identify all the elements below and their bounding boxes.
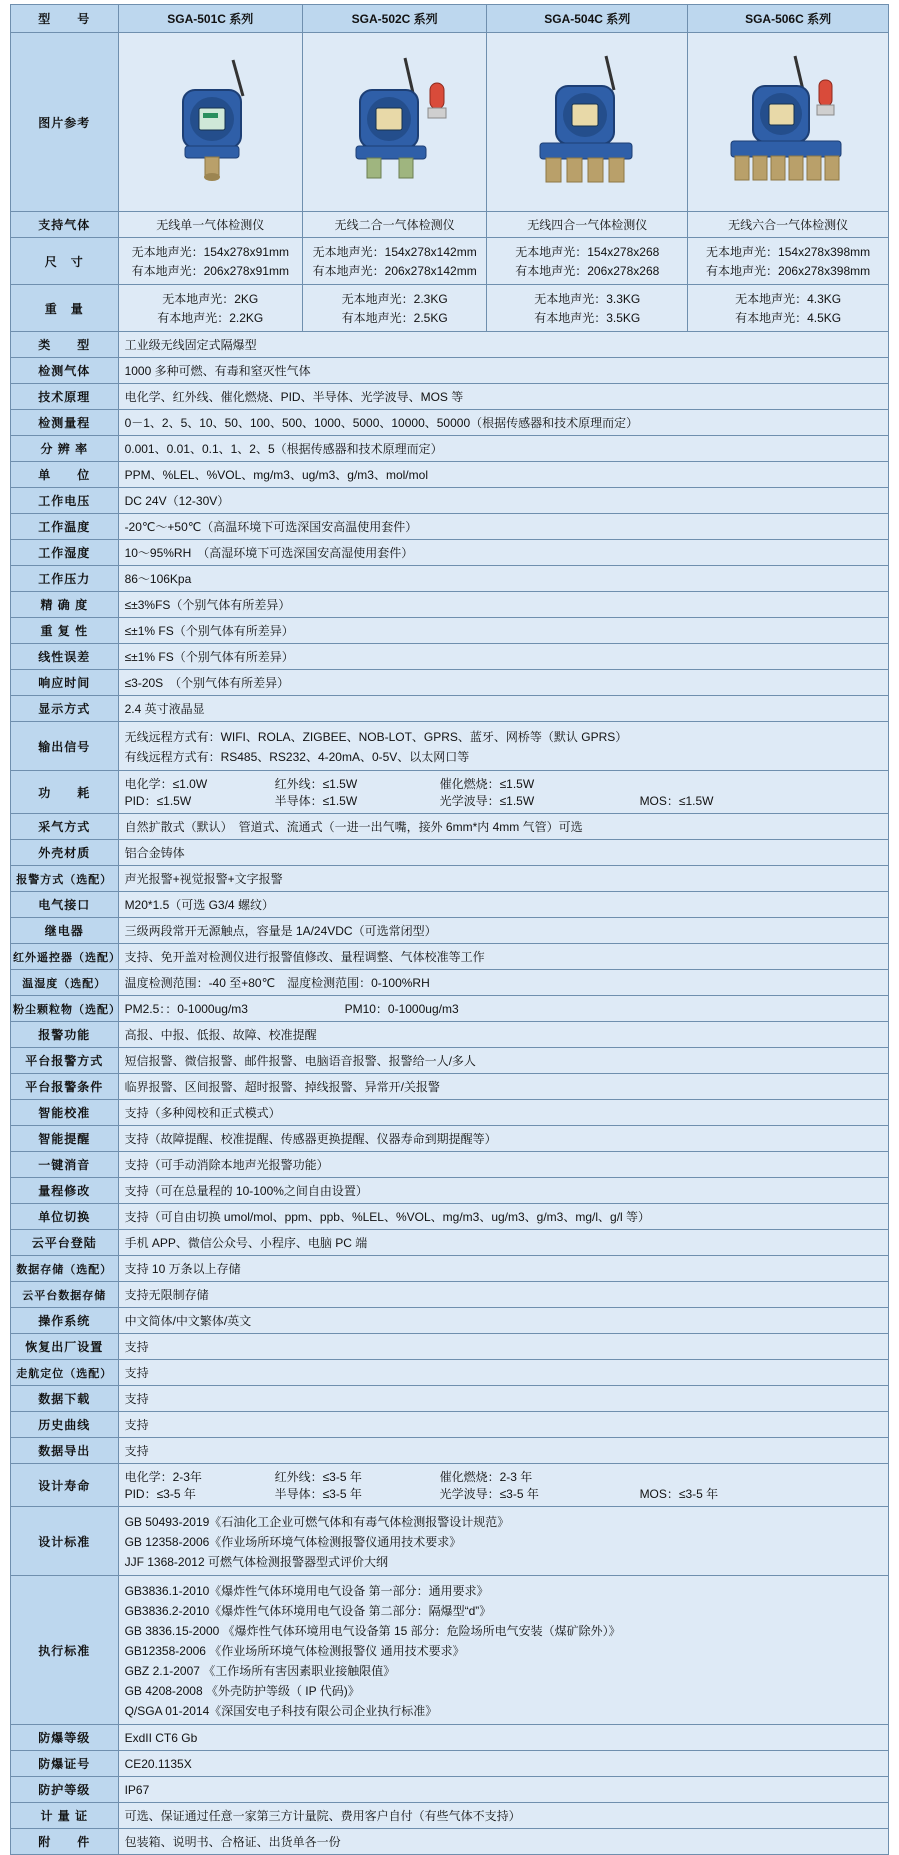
lifespan-electrochemical: 电化学：2-3年 [124, 1470, 202, 1484]
power-catalytic: 催化燃烧：≤1.5W [439, 777, 535, 791]
row-label: 电气接口 [11, 892, 119, 918]
table-row-spec [11, 644, 889, 670]
model-501c: SGA-501C 系列 [118, 5, 302, 33]
weight-506c [688, 285, 889, 332]
table-row-spec [11, 1230, 889, 1256]
row-label: 采气方式 [11, 814, 119, 840]
table-row-spec [11, 618, 889, 644]
row-value: -20℃～+50℃（高温环境下可选深国安高温使用套件） [118, 514, 888, 540]
row-value: 支持（多种阅校和正式模式） [118, 1100, 888, 1126]
row-label: 单 位 [11, 462, 119, 488]
row-value: 短信报警、微信报警、邮件报警、电脑语音报警、报警给一人/多人 [118, 1048, 888, 1074]
row-label: 量程修改 [11, 1178, 119, 1204]
row-value: 包装箱、说明书、合格证、出货单各一份 [118, 1829, 888, 1855]
table-row-design-standard [11, 1507, 889, 1576]
row-label: 检测气体 [11, 358, 119, 384]
row-value: 1000 多种可燃、有毒和窒灭性气体 [118, 358, 888, 384]
table-row-image [11, 33, 889, 212]
design-standard-line: GB 50493-2019《石油化工企业可燃气体和有毒气体检测报警设计规范》 [124, 1514, 510, 1529]
design-standard-line: GB 12358-2006《作业场所环境气体检测报警仪通用技术要求》 [124, 1534, 462, 1549]
row-value: 0.001、0.01、0.1、1、2、5（根据传感器和技术原理而定） [118, 436, 888, 462]
table-row-spec [11, 1412, 889, 1438]
row-value: 三级两段常开无源触点，容量是 1A/24VDC（可选常闭型） [118, 918, 888, 944]
table-row-dust [11, 996, 889, 1022]
row-value: 支持（可手动消除本地声光报警功能） [118, 1152, 888, 1178]
power-pid: PID：≤1.5W [124, 794, 192, 808]
row-label-model: 型 号 [11, 5, 119, 33]
row-label: 单位切换 [11, 1204, 119, 1230]
table-row-power [11, 771, 889, 814]
table-row-lifespan [11, 1464, 889, 1507]
row-label: 附 件 [11, 1829, 119, 1855]
row-label: 工作压力 [11, 566, 119, 592]
lifespan-catalytic: 催化燃烧：2-3 年 [439, 1470, 533, 1484]
row-label-support-gas: 支持气体 [11, 212, 119, 238]
table-row-spec [11, 410, 889, 436]
row-label: 恢复出厂设置 [11, 1334, 119, 1360]
row-label: 工作电压 [11, 488, 119, 514]
size-504c-a: 无本地声光：154x278x268 [515, 245, 660, 259]
exec-standard-line: GB3836.1-2010《爆炸性气体环境用电气设备 第一部分：通用要求》 [124, 1583, 489, 1598]
device-image-504c [487, 33, 688, 212]
size-502c-a: 无本地声光：154x278x142mm [312, 245, 477, 259]
size-506c [688, 238, 889, 285]
table-row-output-signal [11, 722, 889, 771]
table-row-spec [11, 1022, 889, 1048]
size-504c-b: 有本地声光：206x278x268 [515, 264, 660, 278]
lifespan-row-1 [125, 1468, 882, 1485]
row-label: 计 量 证 [11, 1803, 119, 1829]
row-label: 工作湿度 [11, 540, 119, 566]
row-value: 手机 APP、微信公众号、小程序、电脑 PC 端 [118, 1230, 888, 1256]
row-label: 云平台登陆 [11, 1230, 119, 1256]
table-row-spec [11, 358, 889, 384]
row-label: 分 辨 率 [11, 436, 119, 462]
table-row-spec [11, 1178, 889, 1204]
row-value: 中文简体/中文繁体/英文 [118, 1308, 888, 1334]
row-label: 一键消音 [11, 1152, 119, 1178]
row-value: PPM、%LEL、%VOL、mg/m3、ug/m3、g/m3、mol/mol [118, 462, 888, 488]
row-label: 重 复 性 [11, 618, 119, 644]
row-value: 0－1、2、5、10、50、100、500、1000、5000、10000、50000（根据传感器和技术原理而定） [118, 410, 888, 436]
row-label: 线性误差 [11, 644, 119, 670]
weight-501c-b: 有本地声光：2.2KG [157, 311, 264, 325]
row-label: 报警功能 [11, 1022, 119, 1048]
row-value: 支持 [118, 1412, 888, 1438]
row-value: M20*1.5（可选 G3/4 螺纹） [118, 892, 888, 918]
row-value: ≤±1% FS（个别气体有所差异） [118, 618, 888, 644]
size-506c-b: 有本地声光：206x278x398mm [706, 264, 871, 278]
table-row-spec [11, 1803, 889, 1829]
row-value: ExdII CT6 Gb [118, 1725, 888, 1751]
weight-504c-b: 有本地声光：3.5KG [534, 311, 641, 325]
design-standard-value [118, 1507, 888, 1576]
row-label: 智能校准 [11, 1100, 119, 1126]
power-row-1 [125, 775, 882, 792]
row-value: 2.4 英寸液晶显 [118, 696, 888, 722]
table-row-spec [11, 1126, 889, 1152]
support-gas-506c: 无线六合一气体检测仪 [688, 212, 889, 238]
device-image-506c [688, 33, 889, 212]
table-row-support-gas [11, 212, 889, 238]
row-label: 数据下载 [11, 1386, 119, 1412]
output-signal-wired: 有线远程方式有：RS485、RS232、4-20mA、0-5V、以太网口等 [124, 749, 470, 764]
row-value: 支持无限制存储 [118, 1282, 888, 1308]
lifespan-infrared: 红外线：≤3-5 年 [274, 1470, 362, 1484]
row-label-design-standard: 设计标准 [11, 1507, 119, 1576]
row-value: 支持、免开盖对检测仪进行报警值修改、量程调整、气体校准等工作 [118, 944, 888, 970]
table-row-spec [11, 1048, 889, 1074]
row-value: 支持 [118, 1360, 888, 1386]
support-gas-502c: 无线二合一气体检测仪 [302, 212, 486, 238]
row-label-dust: 粉尘颗粒物（选配） [11, 996, 119, 1022]
gas-detector-icon-6 [695, 38, 881, 203]
power-infrared: 红外线：≤1.5W [274, 777, 358, 791]
table-row-weight [11, 285, 889, 332]
row-label: 数据存储（选配） [11, 1256, 119, 1282]
table-row-spec [11, 944, 889, 970]
table-row-spec [11, 540, 889, 566]
table-row-spec [11, 814, 889, 840]
row-value: 可选、保证通过任意一家第三方计量院、费用客户自付（有些气体不支持） [118, 1803, 888, 1829]
row-label: 红外遥控器（选配） [11, 944, 119, 970]
exec-standard-line: GB 3836.15-2000 《爆炸性气体环境用电气设备第 15 部分：危险场所电气安装（煤矿除外）》 [124, 1623, 621, 1638]
row-value: DC 24V（12-30V） [118, 488, 888, 514]
row-label-weight: 重 量 [11, 285, 119, 332]
table-row-spec [11, 1386, 889, 1412]
row-label-image: 图片参考 [11, 33, 119, 212]
table-row-spec [11, 970, 889, 996]
row-label-output-signal: 输出信号 [11, 722, 119, 771]
model-502c: SGA-502C 系列 [302, 5, 486, 33]
lifespan-pid: PID：≤3-5 年 [124, 1487, 196, 1501]
row-label: 响应时间 [11, 670, 119, 696]
table-row-spec [11, 1308, 889, 1334]
weight-501c [118, 285, 302, 332]
size-501c [118, 238, 302, 285]
output-signal-value [118, 722, 888, 771]
gas-detector-icon-1 [125, 38, 295, 203]
table-row-spec [11, 592, 889, 618]
row-value: 工业级无线固定式隔爆型 [118, 332, 888, 358]
spec-sheet [0, 4, 899, 1855]
size-502c [302, 238, 486, 285]
gas-detector-icon-4 [494, 38, 680, 203]
spec-table [10, 4, 889, 1855]
size-504c [487, 238, 688, 285]
power-semiconductor: 半导体：≤1.5W [274, 794, 358, 808]
row-value: 自然扩散式（默认） 管道式、流通式（一进一出气嘴，接外 6mm*内 4mm 气管）可选 [118, 814, 888, 840]
table-row-spec [11, 1204, 889, 1230]
lifespan-optical: 光学波导：≤3-5 年 [439, 1487, 539, 1501]
row-value: 高报、中报、低报、故障、校准提醒 [118, 1022, 888, 1048]
table-row-spec [11, 840, 889, 866]
row-value: 支持 [118, 1438, 888, 1464]
row-value: CE20.1135X [118, 1751, 888, 1777]
table-row-spec [11, 488, 889, 514]
row-value: 支持（可在总量程的 10-100%之间自由设置） [118, 1178, 888, 1204]
design-standard-line: JJF 1368-2012 可燃气体检测报警器型式评价大纲 [124, 1554, 388, 1569]
table-row-spec [11, 1829, 889, 1855]
device-image-501c [118, 33, 302, 212]
table-row-spec [11, 436, 889, 462]
row-label: 显示方式 [11, 696, 119, 722]
row-value: 支持（可自由切换 umol/mol、ppm、ppb、%LEL、%VOL、mg/m3、ug/m3、g/m3、mg/l、g/l 等） [118, 1204, 888, 1230]
row-label: 报警方式（选配） [11, 866, 119, 892]
row-value: ≤3-20S （个别气体有所差异） [118, 670, 888, 696]
support-gas-501c: 无线单一气体检测仪 [118, 212, 302, 238]
power-row-2 [125, 792, 882, 809]
row-value: ≤±3%FS（个别气体有所差异） [118, 592, 888, 618]
exec-standard-line: GB3836.2-2010《爆炸性气体环境用电气设备 第二部分：隔爆型“d”》 [124, 1603, 492, 1618]
dust-pm25: PM2.5：：0-1000ug/m3 [124, 1002, 248, 1016]
table-row-spec [11, 1152, 889, 1178]
row-label: 历史曲线 [11, 1412, 119, 1438]
row-label: 类 型 [11, 332, 119, 358]
row-label: 技术原理 [11, 384, 119, 410]
size-502c-b: 有本地声光：206x278x142mm [312, 264, 477, 278]
table-row-spec [11, 866, 889, 892]
exec-standard-value [118, 1576, 888, 1725]
device-image-502c [302, 33, 486, 212]
table-row-spec [11, 696, 889, 722]
power-value [118, 771, 888, 814]
weight-502c-b: 有本地声光：2.5KG [341, 311, 448, 325]
dust-pm10: PM10：0-1000ug/m3 [344, 1002, 459, 1016]
table-row-spec [11, 332, 889, 358]
table-row-spec [11, 892, 889, 918]
output-signal-wireless: 无线远程方式有：WIFI、ROLA、ZIGBEE、NOB-LOT、GPRS、蓝牙、网桥等（默认 GPRS） [124, 729, 628, 744]
row-label: 防爆等级 [11, 1725, 119, 1751]
lifespan-mos: MOS：≤3-5 年 [639, 1487, 719, 1501]
table-row-spec [11, 1256, 889, 1282]
row-value: 温度检测范围：-40 至+80℃ 湿度检测范围：0-100%RH [118, 970, 888, 996]
row-label: 智能提醒 [11, 1126, 119, 1152]
table-row-spec [11, 1282, 889, 1308]
table-row-spec [11, 1777, 889, 1803]
row-value: 86～106Kpa [118, 566, 888, 592]
lifespan-value [118, 1464, 888, 1507]
table-row-spec [11, 1360, 889, 1386]
table-row-spec [11, 1334, 889, 1360]
row-label-lifespan: 设计寿命 [11, 1464, 119, 1507]
table-row-spec [11, 1074, 889, 1100]
table-row-spec [11, 566, 889, 592]
row-label: 数据导出 [11, 1438, 119, 1464]
lifespan-row-2 [125, 1485, 882, 1502]
weight-504c-a: 无本地声光：3.3KG [534, 292, 641, 306]
row-value: 支持 [118, 1386, 888, 1412]
row-label: 精 确 度 [11, 592, 119, 618]
table-row-spec [11, 1438, 889, 1464]
table-row-size [11, 238, 889, 285]
row-value: 支持（故障提醒、校准提醒、传感器更换提醒、仪器寿命到期提醒等） [118, 1126, 888, 1152]
row-value: 铝合金铸体 [118, 840, 888, 866]
power-optical: 光学波导：≤1.5W [439, 794, 535, 808]
weight-506c-a: 无本地声光：4.3KG [735, 292, 842, 306]
row-value: IP67 [118, 1777, 888, 1803]
size-506c-a: 无本地声光：154x278x398mm [706, 245, 871, 259]
row-label: 温湿度（选配） [11, 970, 119, 996]
table-row-model [11, 5, 889, 33]
exec-standard-line: GB12358-2006 《作业场所环境气体检测报警仪 通用技术要求》 [124, 1643, 465, 1658]
row-label: 继电器 [11, 918, 119, 944]
table-row-spec [11, 918, 889, 944]
dust-row [125, 1000, 882, 1017]
weight-501c-a: 无本地声光：2KG [162, 292, 259, 306]
exec-standard-line: GBZ 2.1-2007 《工作场所有害因素职业接触限值》 [124, 1663, 396, 1678]
weight-502c [302, 285, 486, 332]
row-label: 外壳材质 [11, 840, 119, 866]
table-row-spec [11, 670, 889, 696]
row-value: 支持 [118, 1334, 888, 1360]
table-row-spec [11, 1751, 889, 1777]
size-501c-b: 有本地声光：206x278x91mm [131, 264, 289, 278]
exec-standard-line: Q/SGA 01-2014《深国安电子科技有限公司企业执行标准》 [124, 1703, 438, 1718]
row-label: 防爆证号 [11, 1751, 119, 1777]
table-row-spec [11, 462, 889, 488]
model-504c: SGA-504C 系列 [487, 5, 688, 33]
weight-506c-b: 有本地声光：4.5KG [735, 311, 842, 325]
row-label: 检测量程 [11, 410, 119, 436]
row-value: 电化学、红外线、催化燃烧、PID、半导体、光学波导、MOS 等 [118, 384, 888, 410]
table-row-spec [11, 1725, 889, 1751]
row-value: ≤±1% FS（个别气体有所差异） [118, 644, 888, 670]
table-row-spec [11, 514, 889, 540]
weight-504c [487, 285, 688, 332]
weight-502c-a: 无本地声光：2.3KG [341, 292, 448, 306]
table-row-spec [11, 384, 889, 410]
power-mos: MOS：≤1.5W [639, 794, 714, 808]
row-label: 云平台数据存储 [11, 1282, 119, 1308]
row-label: 操作系统 [11, 1308, 119, 1334]
model-506c: SGA-506C 系列 [688, 5, 889, 33]
row-label: 平台报警方式 [11, 1048, 119, 1074]
row-label-size: 尺 寸 [11, 238, 119, 285]
lifespan-semiconductor: 半导体：≤3-5 年 [274, 1487, 362, 1501]
support-gas-504c: 无线四合一气体检测仪 [487, 212, 688, 238]
gas-detector-icon-2 [310, 38, 480, 203]
row-label-power: 功 耗 [11, 771, 119, 814]
dust-value [118, 996, 888, 1022]
row-value: 声光报警+视觉报警+文字报警 [118, 866, 888, 892]
row-label: 防护等级 [11, 1777, 119, 1803]
table-row-spec [11, 1100, 889, 1126]
table-row-exec-standard [11, 1576, 889, 1725]
row-label: 走航定位（选配） [11, 1360, 119, 1386]
row-value: 10～95%RH （高湿环境下可选深国安高湿使用套件） [118, 540, 888, 566]
size-501c-a: 无本地声光：154x278x91mm [131, 245, 289, 259]
row-value: 支持 10 万条以上存储 [118, 1256, 888, 1282]
row-label: 平台报警条件 [11, 1074, 119, 1100]
exec-standard-line: GB 4208-2008 《外壳防护等级（ IP 代码)》 [124, 1683, 360, 1698]
row-value: 临界报警、区间报警、超时报警、掉线报警、异常开/关报警 [118, 1074, 888, 1100]
row-label: 工作温度 [11, 514, 119, 540]
power-electrochemical: 电化学：≤1.0W [124, 777, 208, 791]
row-label-exec-standard: 执行标准 [11, 1576, 119, 1725]
